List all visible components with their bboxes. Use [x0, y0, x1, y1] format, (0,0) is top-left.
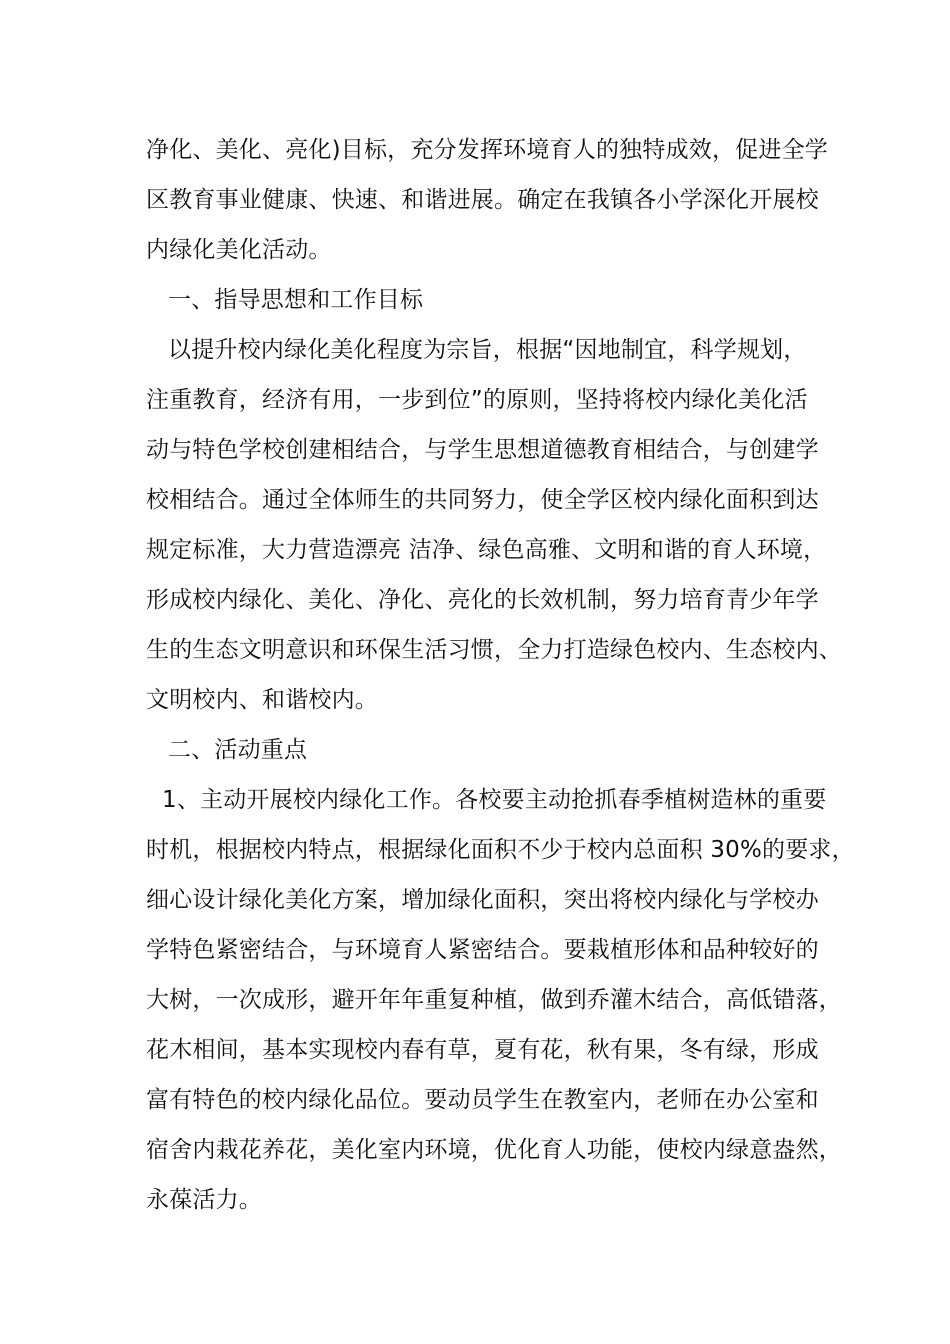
text-line-6: 注重教育，经济有用，一步到位”的原则，坚持将校内绿化美化活 — [146, 387, 808, 413]
text-line-16: 细心设计绿化美化方案，增加绿化面积，突出将校内绿化与学校办 — [146, 887, 819, 913]
text-line-14: 1、主动开展校内绿化工作。各校要主动抢抓春季植树造林的重要 — [162, 787, 827, 813]
text-line-12: 文明校内、和谐校内。 — [146, 687, 378, 713]
text-line-5: 以提升校内绿化美化程度为宗旨，根据“因地制宜，科学规划， — [168, 337, 807, 363]
text-line-20: 富有特色的校内绿化品位。要动员学生在教室内，老师在办公室和 — [146, 1087, 819, 1113]
text-line-10: 形成校内绿化、美化、净化、亮化的长效机制，努力培育青少年学 — [146, 587, 819, 613]
text-line-18: 大树，一次成形，避开年年重复种植，做到乔灌木结合，高低错落， — [146, 987, 842, 1013]
text-line-15: 时机，根据校内特点，根据绿化面积不少于校内总面积 30%的要求， — [146, 837, 855, 863]
text-line-19: 花木相间，基本实现校内春有草，夏有花，秋有果，冬有绿，形成 — [146, 1037, 819, 1063]
text-line-8: 校相结合。通过全体师生的共同努力，使全学区校内绿化面积到达 — [146, 487, 819, 513]
text-line-2: 区教育事业健康、快速、和谐进展。确定在我镇各小学深化开展校 — [146, 187, 819, 213]
text-line-3: 内绿化美化活动。 — [146, 237, 332, 263]
text-line-17: 学特色紧密结合，与环境育人紧密结合。要栽植形体和品种较好的 — [146, 937, 819, 963]
text-line-11: 生的生态文明意识和环保生活习惯，全力打造绿色校内、生态校内、 — [146, 637, 842, 663]
text-line-7: 动与特色学校创建相结合，与学生思想道德教育相结合，与创建学 — [146, 437, 819, 463]
text-line-21: 宿舍内栽花养花，美化室内环境，优化育人功能，使校内绿意盎然， — [146, 1137, 842, 1163]
section-heading-1: 一、指导思想和工作目标 — [168, 287, 424, 313]
text-line-1: 净化、美化、亮化)目标，充分发挥环境育人的独特成效，促进全学 — [146, 137, 828, 163]
text-line-22: 永葆活力。 — [146, 1187, 262, 1213]
text-line-9: 规定标准，大力营造漂亮 洁净、绿色高雅、文明和谐的育人环境， — [146, 537, 827, 563]
section-heading-2: 二、活动重点 — [168, 737, 308, 763]
